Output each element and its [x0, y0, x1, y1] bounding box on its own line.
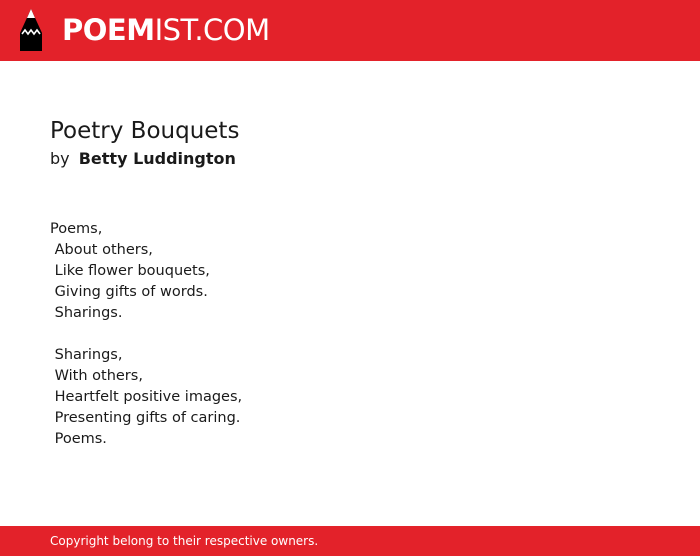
site-logo-link[interactable] — [62, 13, 270, 47]
copyright-text: Copyright belong to their respective owners. — [50, 534, 319, 548]
poem-body — [50, 219, 242, 450]
poem-line — [50, 324, 242, 345]
site-footer — [0, 526, 700, 556]
poem-line: Poems, — [50, 221, 103, 237]
poem-line: With others, — [50, 368, 143, 384]
poem-line: Poems. — [50, 431, 107, 447]
poem-line: Sharings. — [50, 305, 123, 321]
poem-line: Sharings, — [50, 347, 123, 363]
site-header — [0, 0, 700, 61]
by-label: by — [50, 149, 70, 168]
logo-light-text: IST.COM — [154, 13, 270, 47]
poem-line: Presenting gifts of caring. — [50, 410, 241, 426]
poem-line: Like flower bouquets, — [50, 263, 210, 279]
poem-line: About others, — [50, 242, 153, 258]
poem-line: Giving gifts of words. — [50, 284, 208, 300]
pencil-tip-icon — [18, 9, 44, 51]
logo-bold-text: POEM — [62, 13, 155, 47]
author-link[interactable]: Betty Luddington — [78, 149, 236, 168]
poem-line: Heartfelt positive images, — [50, 389, 243, 405]
poem-title: Poetry Bouquets — [50, 118, 240, 144]
byline — [50, 149, 236, 169]
